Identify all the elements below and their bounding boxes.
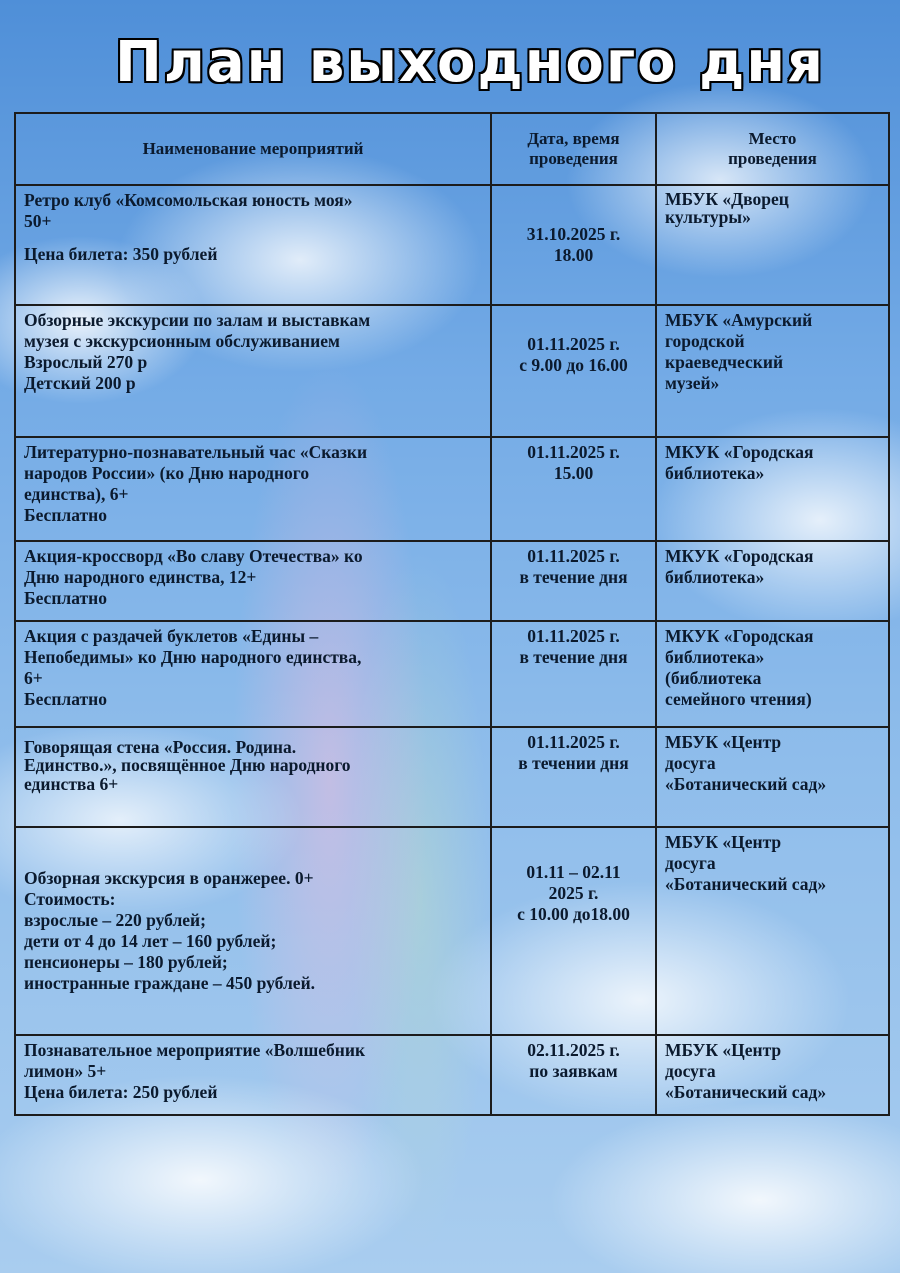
event-place-line: МБУК «Центр [665, 1040, 782, 1060]
header-place-line: проведения [728, 149, 817, 168]
table-row [15, 185, 889, 305]
event-date-cell [491, 305, 656, 437]
event-place-cell [656, 437, 889, 541]
event-date-line: 01.11 – 02.11 [526, 862, 621, 882]
event-name-line: пенсионеры – 180 рублей; [24, 952, 228, 972]
event-name-line: Литературно-познавательный час «Сказки [24, 442, 368, 462]
event-date-line: 01.11.2025 г. [527, 334, 620, 354]
event-date-line: 2025 г. [548, 883, 599, 903]
event-name-line: Детский 200 р [24, 373, 136, 393]
table-header-row [15, 113, 889, 185]
event-name-line: лимон» 5+ [24, 1061, 107, 1081]
event-date-line: 02.11.2025 г. [527, 1040, 620, 1060]
event-place-line: «Ботанический сад» [665, 1082, 827, 1102]
event-place-line: МКУК «Городская [665, 626, 814, 646]
event-place-line: краеведческий [665, 352, 784, 372]
header-date [491, 113, 656, 185]
event-name-line: Взрослый 270 р [24, 352, 148, 372]
event-place-cell [656, 827, 889, 1035]
event-place-line: городской [665, 331, 745, 351]
event-name-line: Бесплатно [24, 505, 107, 525]
event-name-line: 6+ [24, 668, 43, 688]
event-date-cell [491, 541, 656, 621]
event-place-cell [656, 185, 889, 305]
event-place-cell [656, 1035, 889, 1115]
event-place-cell [656, 541, 889, 621]
event-name-line: Непобедимы» ко Дню народного единства, [24, 647, 362, 667]
event-place-cell [656, 621, 889, 727]
event-name-line: взрослые – 220 рублей; [24, 910, 206, 930]
event-date-cell [491, 827, 656, 1035]
table-row [15, 437, 889, 541]
table-row [15, 541, 889, 621]
event-date-line: 18.00 [553, 245, 594, 265]
event-place-line: библиотека» [665, 647, 765, 667]
header-date-line: Дата, время [527, 128, 620, 148]
event-place-line: МКУК «Городская [665, 442, 814, 462]
event-place-line: семейного чтения) [665, 689, 812, 709]
table-row [15, 827, 889, 1035]
event-name-line: Говорящая стена «Россия. Родина. [24, 737, 297, 757]
event-place-line: МБУК «Амурский [665, 310, 813, 330]
event-name-line: народов России» (ко Дню народного [24, 463, 310, 483]
table-row [15, 727, 889, 827]
header-name: Наименование мероприятий [15, 113, 491, 185]
event-place-line: досуга [665, 753, 716, 773]
event-place-cell [656, 305, 889, 437]
event-name-line: единства 6+ [24, 773, 119, 794]
event-place-line: МКУК «Городская [665, 546, 814, 566]
event-date-line: с 9.00 до 16.00 [519, 355, 628, 375]
event-date-cell [491, 621, 656, 727]
event-name-cell [15, 621, 491, 727]
event-place-line: (библиотека [665, 668, 762, 688]
event-name-line: 50+ [24, 211, 52, 231]
event-place-line: МБУК «Центр [665, 732, 782, 752]
event-name-cell [15, 437, 491, 541]
event-place-line: музей» [665, 373, 720, 393]
event-name-line: Акция-кроссворд «Во славу Отечества» ко [24, 546, 363, 566]
header-place [656, 113, 889, 185]
event-place-line: культуры» [665, 207, 751, 228]
event-date-line: по заявкам [529, 1061, 618, 1081]
event-place-line: библиотека» [665, 463, 765, 483]
event-price-line: Цена билета: 350 рублей [24, 244, 218, 264]
event-place-line: МБУК «Центр [665, 832, 782, 852]
event-place-line: библиотека» [665, 567, 765, 587]
event-date-line: 01.11.2025 г. [527, 442, 620, 462]
event-name-line: Бесплатно [24, 689, 107, 709]
table-row [15, 1035, 889, 1115]
event-name-line: единства), 6+ [24, 484, 129, 504]
event-place-line: МБУК «Дворец [665, 189, 789, 209]
event-date-line: 01.11.2025 г. [527, 546, 620, 566]
event-name-cell [15, 305, 491, 437]
header-place-line: Место [748, 128, 797, 148]
event-name-cell [15, 185, 491, 305]
event-name-line: иностранные граждане – 450 рублей. [24, 973, 316, 993]
event-name-line: Бесплатно [24, 588, 107, 608]
table-row [15, 305, 889, 437]
table-row [15, 621, 889, 727]
event-date-line: в течение дня [519, 567, 628, 587]
event-name-line: Обзорные экскурсии по залам и выставкам [24, 310, 371, 330]
event-name-line: Акция с раздачей буклетов «Едины – [24, 626, 319, 646]
event-date-line: 31.10.2025 г. [526, 224, 621, 244]
event-place-line: досуга [665, 1061, 716, 1081]
event-name-line: Ретро клуб «Комсомольская юность моя» [24, 190, 353, 210]
event-date-cell [491, 727, 656, 827]
event-name-line: музея с экскурсионным обслуживанием [24, 331, 340, 351]
event-date-line: 15.00 [553, 463, 594, 483]
event-name-line: Единство.», посвящённое Дню народного [24, 755, 351, 776]
event-name-line: Дню народного единства, 12+ [24, 567, 257, 587]
event-place-line: «Ботанический сад» [665, 874, 827, 894]
event-name-cell [15, 727, 491, 827]
event-date-cell [491, 437, 656, 541]
event-date-line: с 10.00 до18.00 [517, 904, 630, 924]
event-name-line: дети от 4 до 14 лет – 160 рублей; [24, 931, 277, 951]
event-date-line: 01.11.2025 г. [527, 626, 620, 646]
event-name-cell [15, 541, 491, 621]
event-name-cell [15, 1035, 491, 1115]
event-date-line: 01.11.2025 г. [527, 732, 620, 752]
event-date-line: в течение дня [519, 647, 628, 667]
event-name-cell [15, 827, 491, 1035]
header-date-line: проведения [529, 149, 618, 168]
event-place-line: «Ботанический сад» [665, 774, 827, 794]
event-place-line: досуга [665, 853, 716, 873]
event-date-cell [491, 185, 656, 305]
event-date-cell [491, 1035, 656, 1115]
event-name-line: Обзорная экскурсия в оранжерее. 0+ [24, 868, 314, 888]
event-name-line: Стоимость: [24, 889, 116, 909]
event-name-line: Цена билета: 250 рублей [24, 1082, 218, 1102]
page-title: План выходного дня [114, 30, 826, 95]
event-place-cell [656, 727, 889, 827]
event-name-line: Познавательное мероприятие «Волшебник [24, 1040, 366, 1060]
schedule-table [14, 112, 890, 1116]
event-date-line: в течении дня [518, 753, 629, 773]
